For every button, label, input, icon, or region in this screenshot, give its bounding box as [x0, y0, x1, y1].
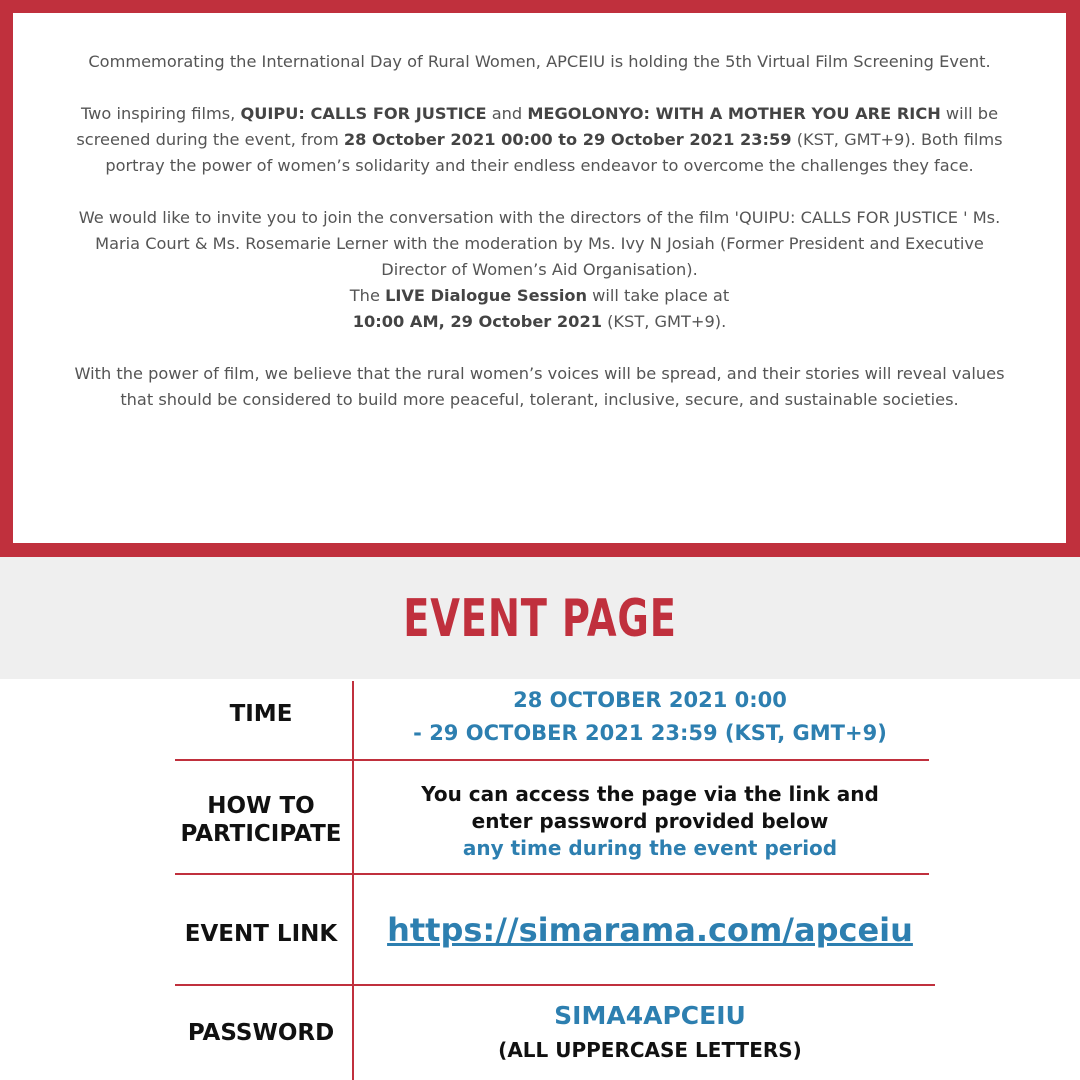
table-divider-vertical	[352, 681, 354, 1080]
text-segment: will take place at	[587, 286, 730, 305]
event-page-heading: EVENT PAGE	[403, 589, 677, 649]
screening-period: 28 October 2021 00:00 to 29 October 2021 23:59	[343, 130, 792, 149]
table-divider	[175, 873, 929, 875]
film-title-quipu: QUIPU: CALLS FOR JUSTICE	[240, 104, 487, 123]
text-segment: will be screened during the event, from	[76, 104, 999, 149]
how-to-participate-value	[360, 781, 940, 862]
intro-paragraph-1: Commemorating the International Day of Rural Women, APCEIU is holding the 5th Virtual Film Screening Event.	[88, 52, 991, 71]
intro-text-box	[13, 13, 1066, 543]
time-end: - 29 OCTOBER 2021 23:59 (KST, GMT+9)	[413, 721, 887, 745]
instruction-line: You can access the page via the link and	[421, 782, 879, 806]
event-page-banner	[0, 557, 1080, 679]
password-label: PASSWORD	[187, 1020, 335, 1046]
password-text: SIMA4APCEIU	[554, 1001, 746, 1030]
how-to-participate-label	[176, 792, 346, 848]
intro-paragraph-4: With the power of film, we believe that the rural women’s voices will be spread, and their stories will reveal values that should be considered to build more peaceful, tolerant, inclusive, secure, and sustainable societies.	[74, 364, 1005, 409]
label-line: HOW TO	[207, 793, 315, 819]
text-segment: (KST, GMT+9).	[601, 312, 727, 331]
live-session-label: LIVE Dialogue Session	[385, 286, 588, 305]
password-value	[360, 999, 940, 1067]
intro-paragraph-2	[73, 101, 1006, 179]
time-start: 28 OCTOBER 2021 0:00	[513, 688, 787, 712]
text-segment: The	[349, 286, 386, 305]
event-link[interactable]: https://simarama.com/apceiu	[387, 911, 913, 949]
text-segment: and	[486, 104, 528, 123]
time-value	[360, 684, 940, 750]
instruction-line: any time during the event period	[462, 836, 838, 860]
session-datetime: 10:00 AM, 29 October 2021	[352, 312, 602, 331]
password-note: (ALL UPPERCASE LETTERS)	[498, 1038, 802, 1062]
text-segment: Two inspiring films,	[80, 104, 241, 123]
table-divider	[175, 759, 929, 761]
event-link-label: EVENT LINK	[184, 921, 338, 947]
intro-paragraph-3	[73, 205, 1006, 335]
text-segment: (KST, GMT+9). Both films portray the power of women’s solidarity and their endless endeavor to overcome the challenges they face.	[105, 130, 1003, 175]
instruction-line: enter password provided below	[471, 809, 829, 833]
label-line: PARTICIPATE	[180, 821, 342, 847]
text-segment: We would like to invite you to join the conversation with the directors of the film 'QUIPU: CALLS FOR JUSTICE ' Ms. Maria Court & Ms. Rosemarie Lerner with the moderation by Ms. Ivy N Josiah (Former President and Executive Director of Women’s Aid Organisation).	[78, 208, 1001, 279]
film-title-megolonyo: MEGOLONYO: WITH A MOTHER YOU ARE RICH	[527, 104, 941, 123]
time-label: TIME	[229, 701, 293, 727]
table-divider	[175, 984, 935, 986]
event-link-value	[360, 908, 940, 952]
